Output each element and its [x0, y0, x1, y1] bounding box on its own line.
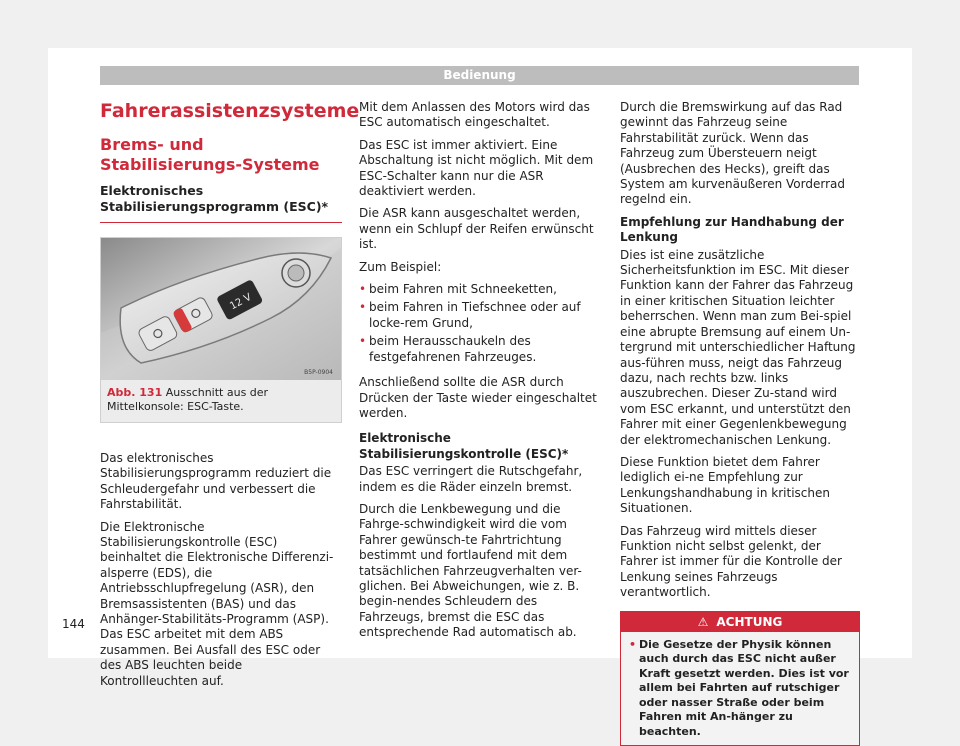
- warning-box: [620, 611, 860, 746]
- list-item: • beim Herausschaukeln des festgefahrenen Fahrzeuges.: [359, 334, 537, 364]
- paragraph: Diese Funktion bietet dem Fahrer lediglich ei-ne Empfehlung zur Lenkungshandhabung in kritischen Situationen.: [620, 454, 830, 516]
- list-item: • beim Fahren mit Schneeketten,: [359, 282, 557, 297]
- bullet-icon: •: [359, 282, 367, 297]
- page-title: Fahrerassistenzsysteme: [100, 100, 360, 122]
- paragraph: Die Elektronische Stabilisierungskontrolle (ESC) beinhaltet die Elektronische Differenzi-alsperre (EDS), die Antriebsschlupfregelung (ASR), den Bremsassistenten (BAS) und das Anhänger-Stabilitäts-Programm (ASP). Das ESC arbeitet mit dem ABS zusammen. Bei Ausfall des ESC oder des ABS leuchten beide Kontrollleuchten auf.: [100, 519, 334, 688]
- paragraph: Durch die Bremswirkung auf das Rad gewinnt das Fahrzeug seine Fahrstabilität zurück. Wenn das Fahrzeug zum Übersteuern neigt (Ausbrechen des Hecks), greift das System am kurvenäußeren Vorderrad regelnd ein.: [620, 100, 845, 207]
- page-number: 144: [62, 617, 85, 631]
- paragraph: Dies ist eine zusätzliche Sicherheitsfunktion im ESC. Mit dieser Funktion kann der Fahrer das Fahrzeug in einer kritischen Situation leichter beherrschen. Wenn man zum Bei-spiel eine abrupte Bremsung auf einem Un-tergrund mit unterschiedlicher Haftung aus-führen muss, neigt das Fahrzeug dazu, nach rechts bzw. links auszubrechen. Dieser Zu-stand wird vom ESC erkannt, und unterstützt den Fahrer mit einer Gegenlenkbewegung der elektromechanischen Lenkung.: [620, 247, 856, 447]
- figure-code: B5P-0904: [304, 369, 333, 376]
- paragraph: Das elektronisches Stabilisierungsprogramm reduziert die Schleudergefahr und verbessert die Fahrstabilität.: [100, 451, 332, 512]
- figure-caption: [101, 380, 341, 422]
- section-title: Brems- und Stabilisierungs-Systeme: [100, 135, 320, 174]
- warning-title: ACHTUNG: [716, 614, 783, 629]
- warning-header: [621, 612, 859, 632]
- paragraph: Das Fahrzeug wird mittels dieser Funktion nicht selbst gelenkt, der Fahrer ist immer für die Kontrolle der Lenkung seines Fahrzeugs verantwortlich.: [620, 523, 842, 600]
- list-item: • beim Fahren in Tiefschnee oder auf locke-rem Grund,: [359, 300, 581, 330]
- socket-label-text: 12 V: [228, 291, 254, 313]
- paragraph: Das ESC verringert die Rutschgefahr, indem es die Räder einzeln bremst.: [359, 464, 583, 494]
- paragraph: Das ESC ist immer aktiviert. Eine Abschaltung ist nicht möglich. Mit dem ESC-Schalter kann nur die ASR deaktiviert werden.: [359, 137, 594, 199]
- bullet-icon: •: [359, 334, 367, 349]
- section-header: Bedienung: [100, 66, 859, 85]
- paragraph: Mit dem Anlassen des Motors wird das ESC automatisch eingeschaltet.: [359, 100, 590, 130]
- warning-body: [621, 632, 859, 746]
- caption-text: Ausschnitt aus der Mittelkonsole: ESC-Taste.: [107, 386, 269, 413]
- subheading: Elektronische Stabilisierungskontrolle (ESC)*: [359, 431, 569, 461]
- warning-text: Die Gesetze der Physik können auch durch das ESC nicht außer Kraft gesetzt werden. Dies ist vor allem bei Fahrten auf rutschiger oder nasser Straße oder beim Fahren mit An-hänger zu beachten.: [639, 637, 849, 738]
- subheading: Empfehlung zur Handhabung der Lenkung: [620, 214, 844, 245]
- paragraph: Die ASR kann ausgeschaltet werden, wenn ein Schlupf der Reifen erwünscht ist.: [359, 206, 594, 252]
- warning-icon: ⚠: [697, 614, 709, 629]
- column-left: [100, 100, 360, 696]
- bullet-icon: •: [359, 300, 367, 315]
- paragraph: Anschließend sollte die ASR durch Drücken der Taste wieder eingeschaltet werden.: [359, 375, 597, 420]
- paragraph: Durch die Lenkbewegung und die Fahrge-schwindigkeit wird die vom Fahrer gewünsch-te Fahrtrichtung bestimmt und fortlaufend mit dem tatsächlichen Fahrzeugverhalten ver-glichen. Bei Abweichungen, wie z. B. begin-nendes Schleudern des Fahrzeugs, bremst die ESC das entsprechende Rad automatisch ab.: [359, 501, 582, 640]
- bullet-icon: •: [629, 637, 637, 651]
- column-right: [620, 100, 860, 746]
- figure-esc-button: [100, 237, 342, 423]
- column-middle: [359, 100, 601, 648]
- bullet-list: [359, 282, 601, 365]
- console-illustration: [101, 238, 341, 380]
- paragraph: Zum Beispiel:: [359, 259, 442, 274]
- caption-label: Abb. 131: [107, 386, 163, 399]
- subsection-title: Elektronisches Stabilisierungsprogramm (ESC)*: [100, 183, 342, 223]
